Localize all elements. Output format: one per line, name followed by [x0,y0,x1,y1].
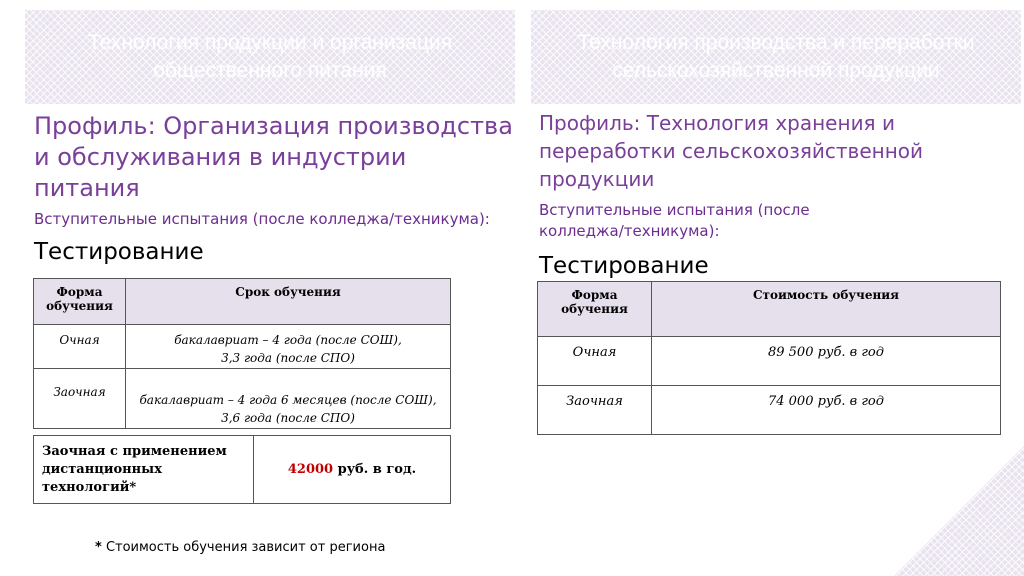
footnote-star: * [95,540,102,555]
header-cost: Стоимость обучения [652,282,1001,337]
footnote-text: Стоимость обучения зависит от региона [101,540,386,555]
table-row [538,337,1001,386]
term-cell [126,369,451,429]
distance-form-label: Заочная с применением дистанционных технологий* [34,436,254,504]
header-form: Форма обучения [34,279,126,325]
distance-learning-table [33,435,451,504]
term-line: 3,6 года (после СПО) [221,411,355,425]
distance-price-cell [254,436,451,504]
term-line: бакалавриат – 4 года 6 месяцев (после СОШ), [139,393,437,407]
table-row [34,325,451,369]
decorative-corner [894,446,1024,576]
form-cell: Очная [34,325,126,369]
left-profile-title: Профиль: Организация производства и обслуживания в индустрии питания [34,112,513,202]
right-profile-title: Профиль: Технология хранения и переработки сельскохозяйственной продукции [539,111,924,191]
term-line: бакалавриат – 4 года (после СОШ), [174,333,402,347]
right-testing-label: Тестирование [539,253,709,279]
study-duration-table [33,278,451,429]
cost-cell: 74 000 руб. в год [652,386,1001,435]
table-header-row [538,282,1001,337]
distance-price-suffix: руб. в год. [333,462,417,477]
table-header-row [34,279,451,325]
table-row [538,386,1001,435]
distance-price-value: 42000 [287,462,334,477]
term-line: 3,3 года (после СПО) [221,351,355,365]
right-entrance-exams: Вступительные испытания (после колледжа/техникума): [539,201,810,240]
cost-cell: 89 500 руб. в год [652,337,1001,386]
form-cell: Заочная [538,386,652,435]
form-cell: Очная [538,337,652,386]
header-term: Срок обучения [126,279,451,325]
table-row [34,436,451,504]
left-testing-label: Тестирование [34,239,204,265]
left-banner: Технология продукции и организация общественного питания [25,10,515,104]
header-form: Форма обучения [538,282,652,337]
term-cell [126,325,451,369]
left-entrance-exams: Вступительные испытания (после колледжа/техникума): [34,210,490,228]
tuition-cost-table [537,281,1001,435]
table-row [34,369,451,429]
right-banner: Технология производства и переработки сельскохозяйственной продукции [531,10,1021,104]
form-cell: Заочная [34,369,126,429]
footnote [95,540,385,555]
